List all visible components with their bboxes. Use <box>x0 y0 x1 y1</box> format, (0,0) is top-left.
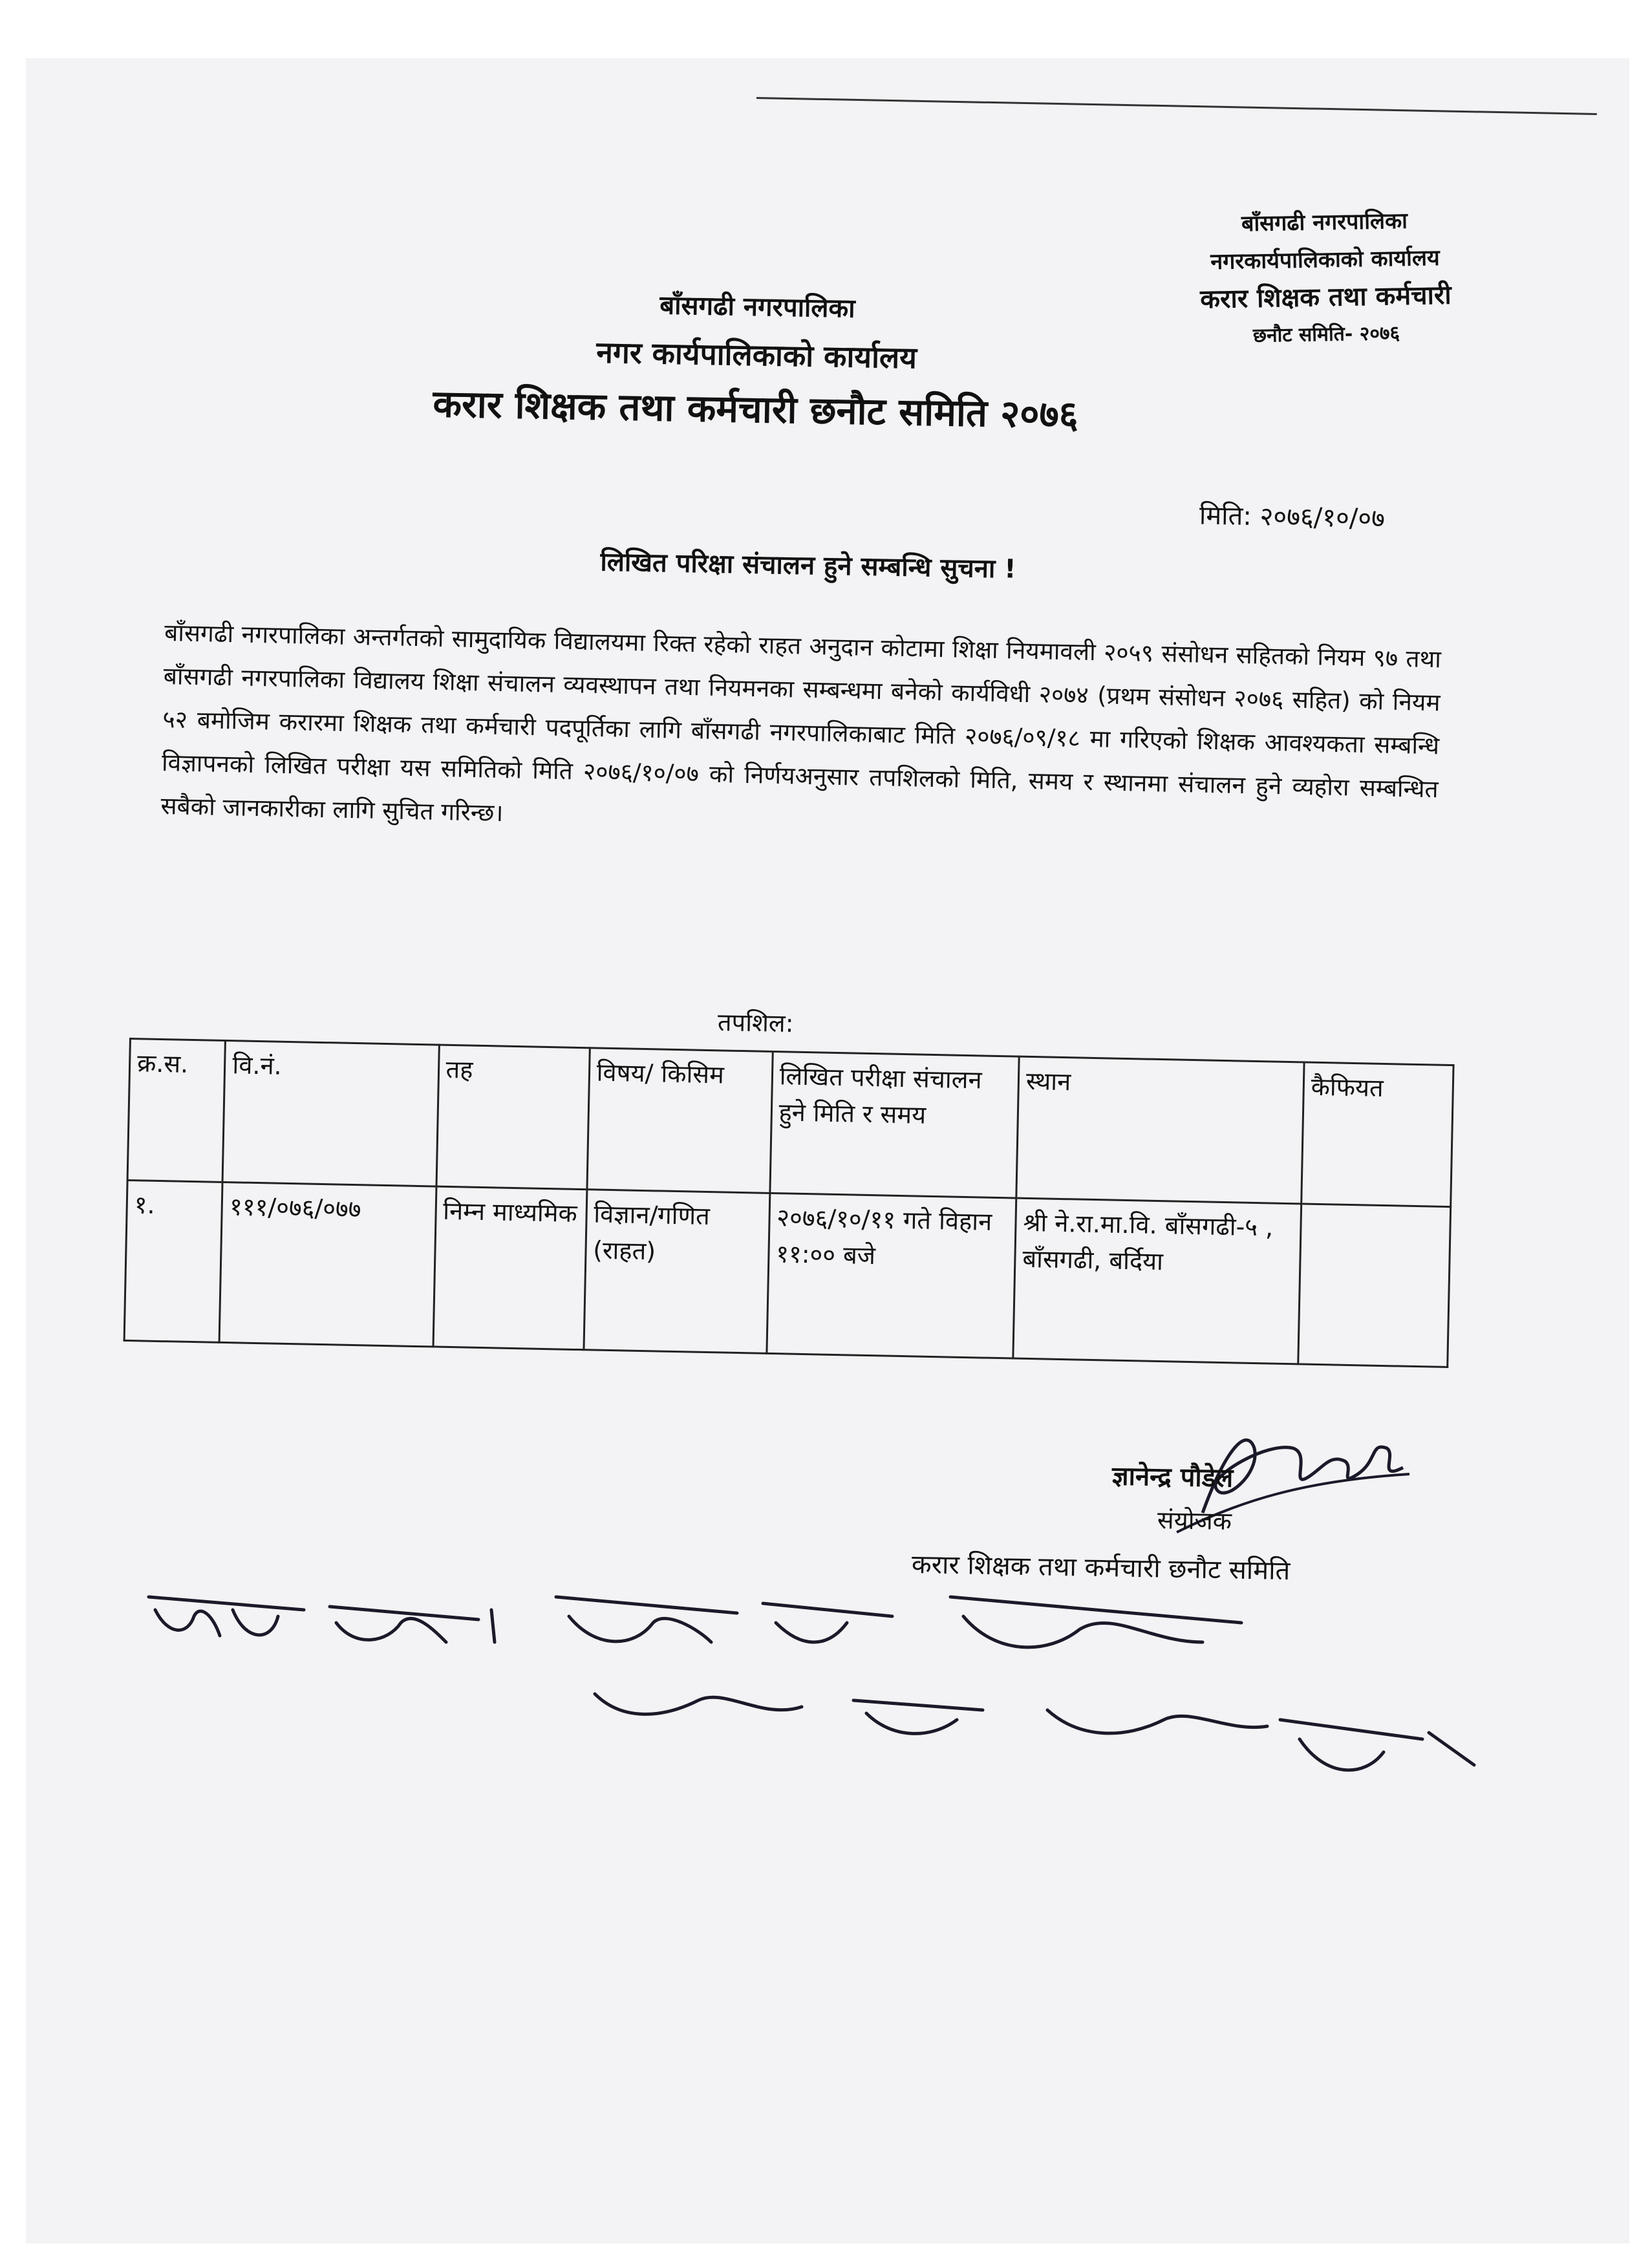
stamp-line-3: करार शिक्षक तथा कर्मचारी <box>1199 280 1452 315</box>
municipality-name: बाँसगढी नगरपालिका <box>659 290 855 324</box>
header-subject: विषय/ किसिम <box>587 1048 773 1193</box>
header-remarks: कैफियत <box>1302 1062 1453 1207</box>
cell-sn: १. <box>124 1180 222 1342</box>
office-stamp <box>1150 200 1501 356</box>
stamp-line-1: बाँसगढी नगरपालिका <box>1241 208 1408 237</box>
header-level: तह <box>436 1045 589 1190</box>
cell-datetime: २०७६/१०/११ गते विहान ११:०० बजे <box>767 1193 1016 1358</box>
header-venue: स्थान <box>1016 1056 1304 1204</box>
header-sn: क्र.स. <box>127 1039 226 1182</box>
stamp-line-4: छनौट समिति- २०७६ <box>1252 322 1400 347</box>
table-header-row <box>127 1039 1453 1207</box>
committee-title: करार शिक्षक तथा कर्मचारी छनौट समिति २०७६ <box>432 381 1079 437</box>
letterhead <box>348 277 1165 445</box>
header-datetime: लिखित परीक्षा संचालन हुने मिति र समय <box>770 1051 1020 1198</box>
cell-subject: विज्ञान/गणित (राहत) <box>584 1190 770 1354</box>
signatory-committee: करार शिक्षक तथा कर्मचारी छनौट समिति <box>911 1549 1291 1587</box>
cell-adno: १११/०७६/०७७ <box>219 1182 436 1347</box>
cell-remarks <box>1298 1204 1451 1367</box>
exam-schedule-table <box>123 1038 1455 1368</box>
signatory-name: ज्ञानेन्द्र पौडेल <box>1111 1461 1234 1493</box>
office-name: नगर कार्यपालिकाको कार्यालय <box>595 334 917 376</box>
cell-venue: श्री ने.रा.मा.वि. बाँसगढी-५ , बाँसगढी, बर्दिया <box>1013 1198 1302 1364</box>
table-title: तपशिल: <box>717 1007 794 1038</box>
stamp-line-2: नगरकार्यपालिकाको कार्यालय <box>1210 244 1441 275</box>
table-row <box>124 1180 1451 1367</box>
handwritten-note <box>142 1571 1500 1830</box>
cell-level: निम्न माध्यमिक <box>433 1186 587 1350</box>
header-adno: वि.नं. <box>222 1040 438 1186</box>
notice-date: मिति: २०७६/१०/०७ <box>1199 500 1386 534</box>
notice-subject: लिखित परिक्षा संचालन हुने सम्बन्धि सुचना ! <box>600 547 1016 584</box>
signatory-title: संयोजक <box>1157 1506 1232 1535</box>
notice-body: बाँसगढी नगरपालिका अन्तर्गतको सामुदायिक विद्यालयमा रिक्त रहेको राहत अनुदान कोटामा शिक्षा नियमावली २०५९ संसोधन सहितको नियम ९७ तथा बाँसगढी नगरपालिका विद्यालय शिक्षा संचालन व्यवस्थापन तथा नियमनका सम्बन्धमा बनेको कार्यविधी २०७४ (प्रथम संसोधन २०७६ सहित) को नियम ५२ बमोजिम करारमा शिक्षक तथा कर्मचारी पदपूर्तिका लागि बाँसगढी नगरपालिकाबाट मिति २०७६/०९/१८ मा गरिएको शिक्षक आवश्यकता सम्बन्धि विज्ञापनको लिखित परीक्षा यस समितिको मिति २०७६/१०/०७ को निर्णयअनुसार तपशिलको मिति, समय र स्थानमा संचालन हुने व्यहोरा सम्बन्धित सबैको जानकारीका लागि सुचित गरिन्छ। <box>160 618 1442 828</box>
